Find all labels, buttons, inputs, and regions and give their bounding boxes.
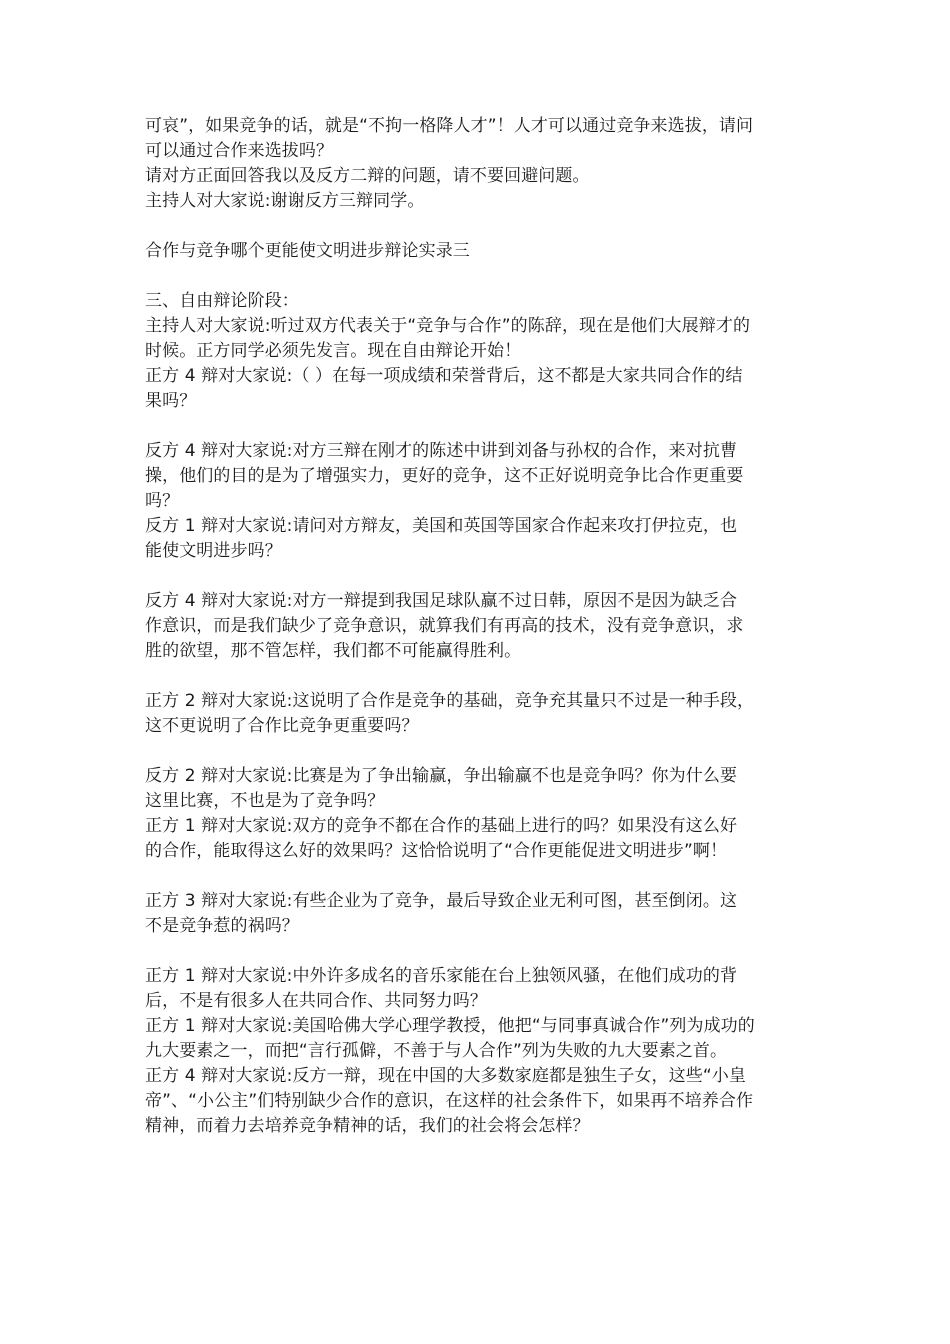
text-line: 九大要素之一，而把“言行孤僻，不善于与人合作”列为失败的九大要素之首。 [145, 1041, 728, 1061]
text-line: 正方 1 辩对大家说:双方的竞争不都在合作的基础上进行的吗？如果没有这么好 [145, 816, 738, 836]
paragraph [145, 364, 810, 414]
blank-line [145, 864, 810, 889]
text-line: 时候。正方同学必须先发言。现在自由辩论开始！ [145, 341, 522, 361]
paragraph [145, 964, 810, 1014]
text-line: 操，他们的目的是为了增强实力，更好的竞争，这不正好说明竞争比合作更重要 [145, 466, 744, 486]
text-line: 不是竞争惹的祸吗？ [145, 916, 299, 936]
paragraph [145, 289, 810, 314]
text-line: 反方 4 辩对大家说:对方三辩在刚才的陈述中讲到刘备与孙权的合作，来对抗曹 [145, 441, 738, 461]
blank-line [145, 264, 810, 289]
paragraph [145, 439, 810, 514]
text-line: 正方 4 辩对大家说:反方一辩，现在中国的大多数家庭都是独生子女，这些“小皇 [145, 1066, 746, 1086]
text-line: 帝”、“小公主”们特别缺少合作的意识，在这样的社会条件下，如果再不培养合作 [145, 1091, 754, 1111]
text-line: 正方 4 辩对大家说:（ ）在每一项成绩和荣誉背后，这不都是大家共同合作的结 [145, 366, 743, 386]
paragraph [145, 889, 810, 939]
paragraph [145, 764, 810, 814]
paragraph [145, 814, 810, 864]
paragraph [145, 114, 810, 164]
paragraph [145, 514, 810, 564]
blank-line [145, 564, 810, 589]
blank-line [145, 739, 810, 764]
text-line: 主持人对大家说:听过双方代表关于“竞争与合作”的陈辞，现在是他们大展辩才的 [145, 316, 751, 336]
text-line: 果吗？ [145, 391, 197, 411]
blank-line [145, 414, 810, 439]
paragraph [145, 239, 810, 264]
blank-line [145, 214, 810, 239]
paragraph [145, 1014, 810, 1064]
text-line: 这不更说明了合作比竞争更重要吗？ [145, 716, 419, 736]
blank-line [145, 664, 810, 689]
text-line: 合作与竞争哪个更能使文明进步辩论实录三 [145, 241, 470, 261]
text-line: 反方 2 辩对大家说:比赛是为了争出输赢，争出输赢不也是竞争吗？你为什么要 [145, 766, 738, 786]
text-line: 胜的欲望，那不管怎样，我们都不可能赢得胜利。 [145, 641, 522, 661]
text-line: 的合作，能取得这么好的效果吗？这恰恰说明了“合作更能促进文明进步”啊！ [145, 841, 728, 861]
text-line: 正方 1 辩对大家说:美国哈佛大学心理学教授，他把“与同事真诚合作”列为成功的 [145, 1016, 755, 1036]
paragraph [145, 189, 810, 214]
text-line: 精神，而着力去培养竞争精神的话，我们的社会将会怎样？ [145, 1116, 590, 1136]
text-line: 作意识，而是我们缺少了竞争意识，就算我们有再高的技术，没有竞争意识，求 [145, 616, 744, 636]
paragraph [145, 1064, 810, 1139]
document-page [145, 114, 810, 1139]
text-line: 主持人对大家说:谢谢反方三辩同学。 [145, 191, 425, 211]
paragraph [145, 314, 810, 364]
text-line: 这里比赛，不也是为了竞争吗？ [145, 791, 385, 811]
paragraph [145, 589, 810, 664]
text-line: 可哀”，如果竞争的话，就是“不拘一格降人才”！人才可以通过竞争来选拔，请问 [145, 116, 754, 136]
paragraph [145, 689, 810, 739]
text-line: 三、自由辩论阶段： [145, 291, 299, 311]
text-line: 正方 1 辩对大家说:中外许多成名的音乐家能在台上独领风骚，在他们成功的背 [145, 966, 738, 986]
text-line: 请对方正面回答我以及反方二辩的问题，请不要回避问题。 [145, 166, 590, 186]
paragraph [145, 164, 810, 189]
text-line: 反方 1 辩对大家说:请问对方辩友，美国和英国等国家合作起来攻打伊拉克，也 [145, 516, 738, 536]
blank-line [145, 939, 810, 964]
text-line: 正方 3 辩对大家说:有些企业为了竞争，最后导致企业无利可图，甚至倒闭。这 [145, 891, 738, 911]
text-line: 后，不是有很多人在共同合作、共同努力吗？ [145, 991, 487, 1011]
text-line: 反方 4 辩对大家说:对方一辩提到我国足球队赢不过日韩，原因不是因为缺乏合 [145, 591, 738, 611]
text-line: 能使文明进步吗？ [145, 541, 282, 561]
text-line: 可以通过合作来选拔吗？ [145, 141, 334, 161]
text-line: 正方 2 辩对大家说:这说明了合作是竞争的基础，竞争充其量只不过是一种手段， [145, 691, 755, 711]
text-line: 吗？ [145, 491, 180, 511]
